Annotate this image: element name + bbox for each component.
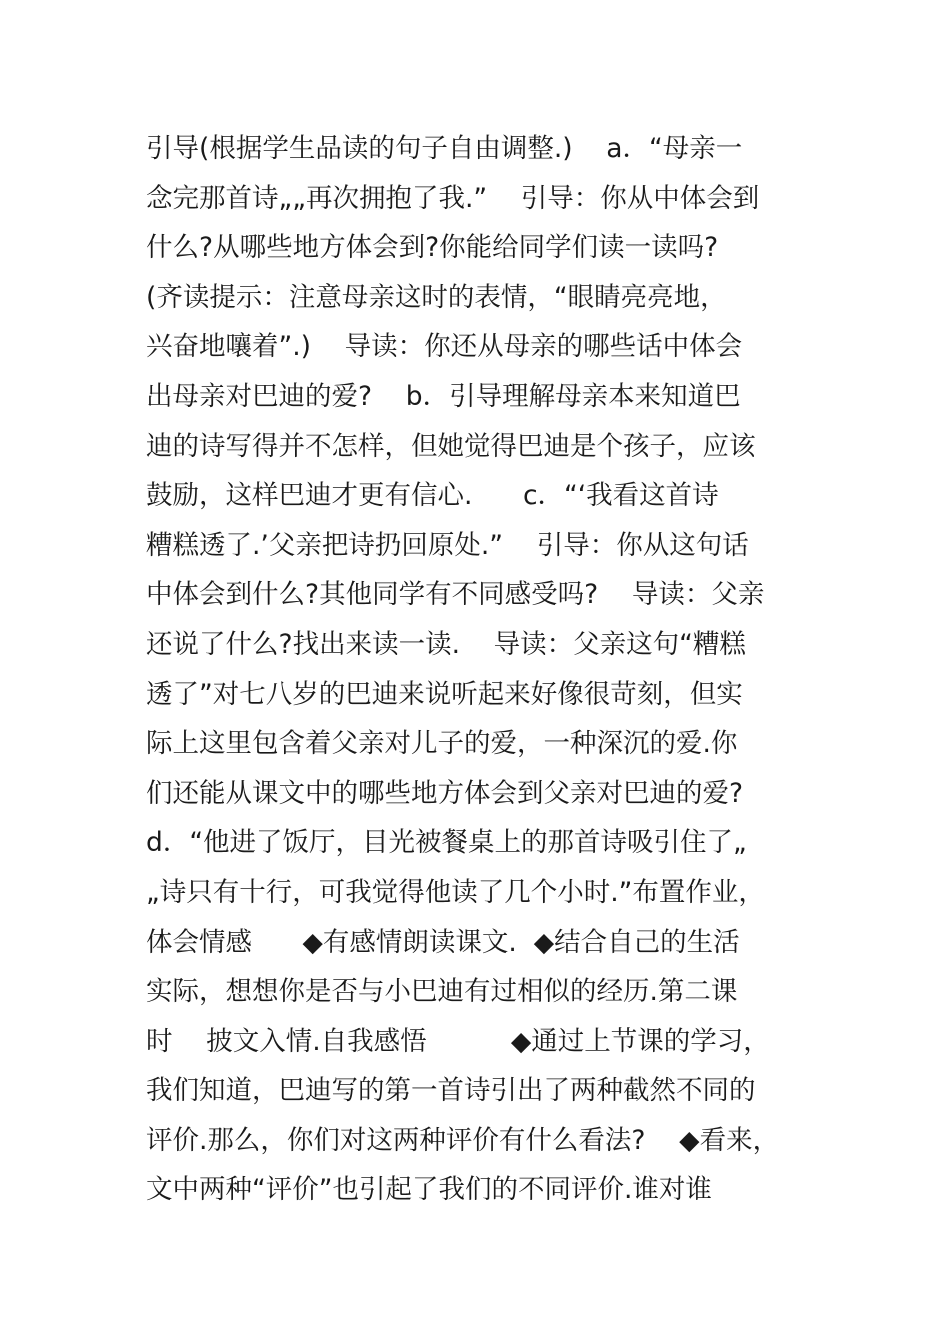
text-line-10: 中体会到什么?其他同学有不同感受吗? 导读：父亲 (146, 579, 765, 611)
text-line-13: 际上这里包含着父亲对儿子的爱，一种深沉的爱.你 (146, 728, 738, 760)
body-text (146, 124, 826, 1215)
text-line-19: 时 披文入情.自我感悟 ◆通过上节课的学习， (146, 1025, 770, 1057)
text-line-4: (齐读提示：注意母亲这时的表情，“眼睛亮亮地， (146, 281, 727, 313)
text-line-7: 迪的诗写得并不怎样，但她觉得巴迪是个孩子，应该 (146, 430, 756, 462)
text-line-1: 引导(根据学生品读的句子自由调整.) a．“母亲一 (146, 133, 743, 164)
text-line-3: 什么?从哪些地方体会到?你能给同学们读一读吗? (146, 232, 719, 264)
text-line-5: 兴奋地嚷着”.) 导读：你还从母亲的哪些话中体会 (146, 331, 743, 363)
text-line-14: 们还能从课文中的哪些地方体会到父亲对巴迪的爱? (146, 777, 744, 809)
text-line-17: 体会情感 ◆有感情朗读课文. ◆结合自己的生活 (146, 926, 740, 958)
text-line-20: 我们知道，巴迪写的第一首诗引出了两种截然不同的 (146, 1075, 756, 1107)
text-line-11: 还说了什么?找出来读一读. 导读：父亲这句“糟糕 (146, 628, 746, 660)
text-line-22: 文中两种“评价”也引起了我们的不同评价.谁对谁 (146, 1174, 712, 1206)
text-line-21: 评价.那么，你们对这两种评价有什么看法? ◆看来， (146, 1124, 780, 1156)
text-line-16: „诗只有十行，可我觉得他读了几个小时.”布置作业， (146, 876, 765, 908)
text-line-18: 实际，想想你是否与小巴迪有过相似的经历.第二课 (146, 976, 738, 1008)
text-line-12: 透了”对七八岁的巴迪来说听起来好像很苛刻，但实 (146, 678, 743, 710)
text-line-6: 出母亲对巴迪的爱? b．引导理解母亲本来知道巴 (146, 380, 741, 412)
text-line-2: 念完那首诗„„再次拥抱了我.” 引导：你从中体会到 (146, 182, 760, 214)
text-line-9: 糟糕透了.’父亲把诗扔回原处.” 引导：你从这句话 (146, 529, 749, 561)
text-line-15: d．“他进了饭厅，目光被餐桌上的那首诗吸引住了„ (146, 827, 747, 859)
text-line-8: 鼓励，这样巴迪才更有信心. c．“‘我看这首诗 (146, 480, 719, 512)
